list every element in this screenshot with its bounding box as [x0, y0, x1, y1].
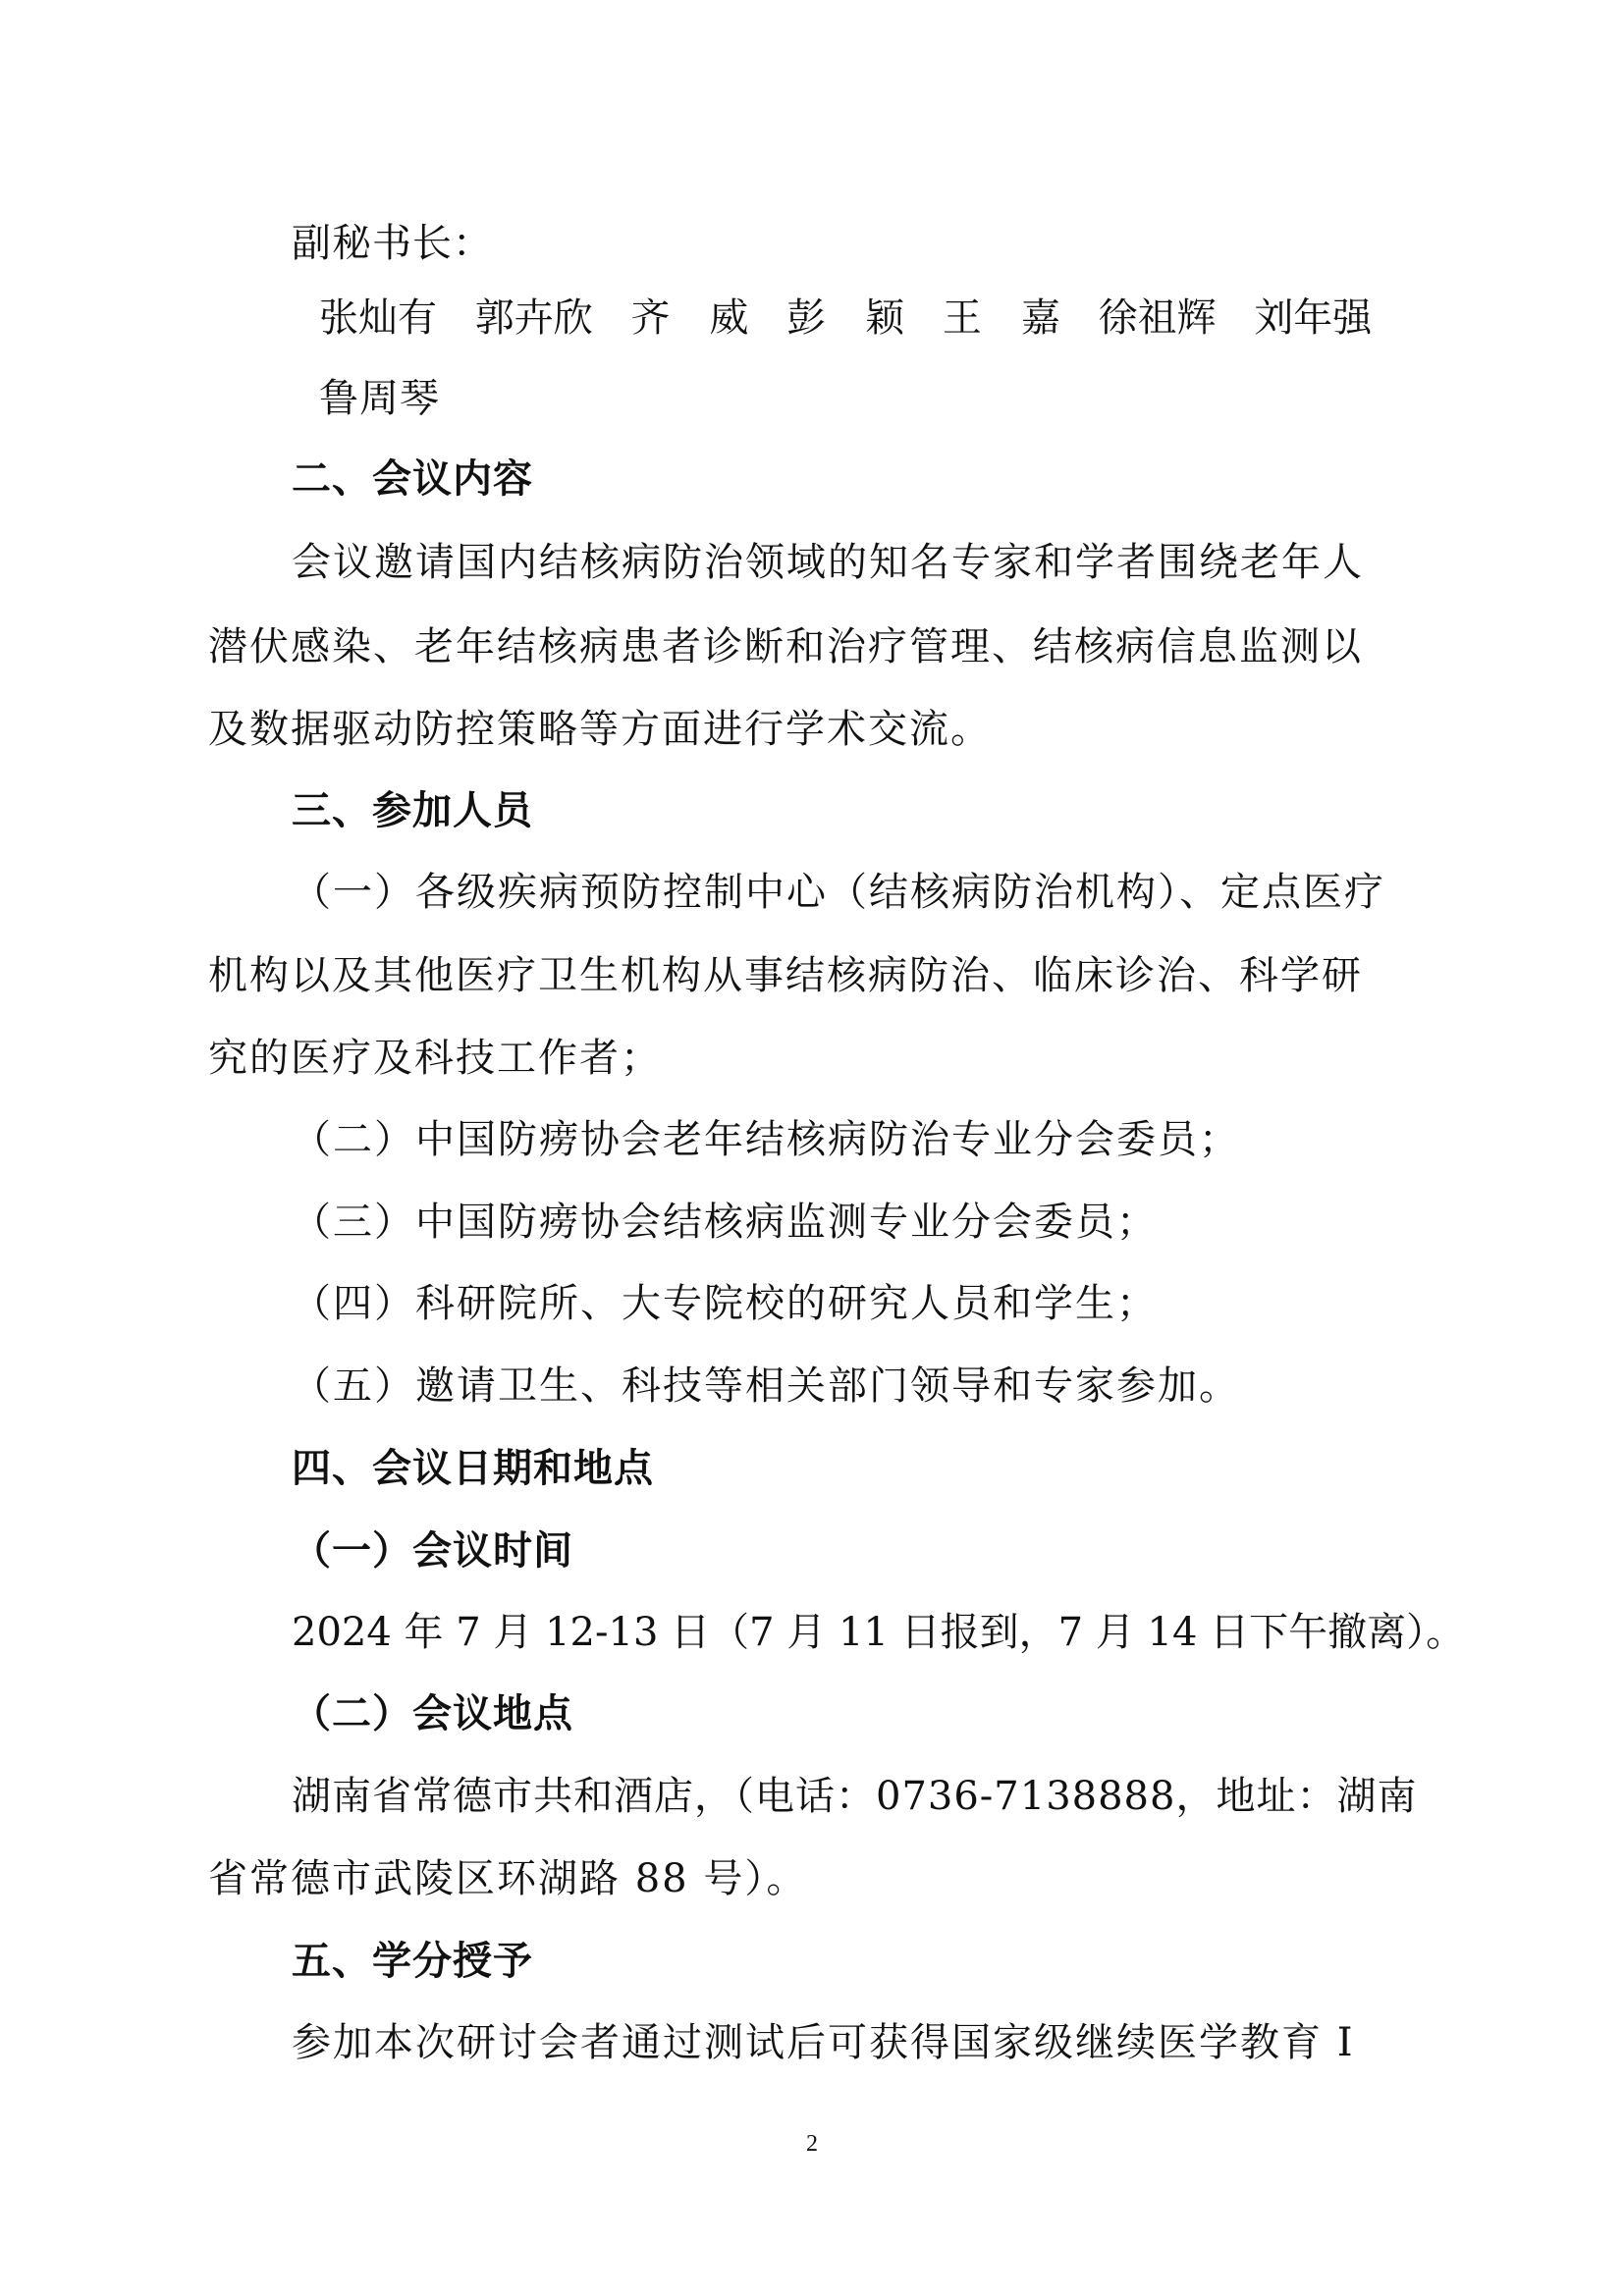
meeting-place-line: 湖南省常德市共和酒店，（电话：0736-7138888，地址：湖南	[292, 1774, 1418, 1819]
meeting-place-line: 省常德市武陵区环湖路 88 号）。	[208, 1856, 808, 1901]
deputy-secretary-general-names	[319, 293, 1448, 344]
member-name: 王 嘉	[942, 295, 1060, 341]
section-heading-meeting-content: 二、会议内容	[292, 456, 533, 502]
meeting-time-text: 2024 年 7 月 12-13 日（7 月 11 日报到，7 月 14 日下午撤离）。	[292, 1610, 1466, 1655]
member-name: 徐祖辉	[1098, 295, 1217, 341]
section-heading-credits: 五、学分授予	[292, 1939, 533, 1984]
member-name: 刘年强	[1254, 295, 1373, 341]
member-name: 齐 威	[630, 295, 749, 341]
section-heading-date-location: 四、会议日期和地点	[292, 1446, 654, 1491]
member-name: 彭 颖	[786, 295, 905, 341]
deputy-secretary-general-label: 副秘书长：	[292, 221, 493, 266]
section-heading-participants: 三、参加人员	[292, 788, 533, 833]
paragraph-line: 潜伏感染、老年结核病患者诊断和治疗管理、结核病信息监测以	[208, 624, 1363, 669]
member-name: 鲁周琴	[319, 376, 440, 421]
participant-item: （二）中国防痨协会老年结核病防治专业分会委员；	[292, 1117, 1240, 1162]
participant-item: （五）邀请卫生、科技等相关部门领导和专家参加。	[292, 1363, 1240, 1409]
member-name: 张灿有	[319, 295, 437, 341]
participant-item: （三）中国防痨协会结核病监测专业分会委员；	[292, 1200, 1158, 1245]
subheading-meeting-time: （一）会议时间	[292, 1528, 573, 1574]
paragraph-line: 及数据驱动防控策略等方面进行学术交流。	[208, 707, 992, 752]
paragraph-line: 机构以及其他医疗卫生机构从事结核病防治、临床诊治、科学研	[208, 953, 1363, 998]
page-number: 2	[806, 2131, 818, 2157]
participant-item: （四）科研院所、大专院校的研究人员和学生；	[292, 1281, 1158, 1326]
subheading-meeting-place: （二）会议地点	[292, 1691, 573, 1736]
member-name: 郭卉欣	[474, 295, 593, 341]
paragraph-line: 会议邀请国内结核病防治领域的知名专家和学者围绕老年人	[292, 540, 1364, 585]
paragraph-line: （一）各级疾病预防控制中心（结核病防治机构）、定点医疗	[292, 870, 1385, 915]
credits-text: 参加本次研讨会者通过测试后可获得国家级继续医学教育 I	[292, 2020, 1355, 2065]
paragraph-line: 究的医疗及科技工作者；	[208, 1036, 662, 1081]
